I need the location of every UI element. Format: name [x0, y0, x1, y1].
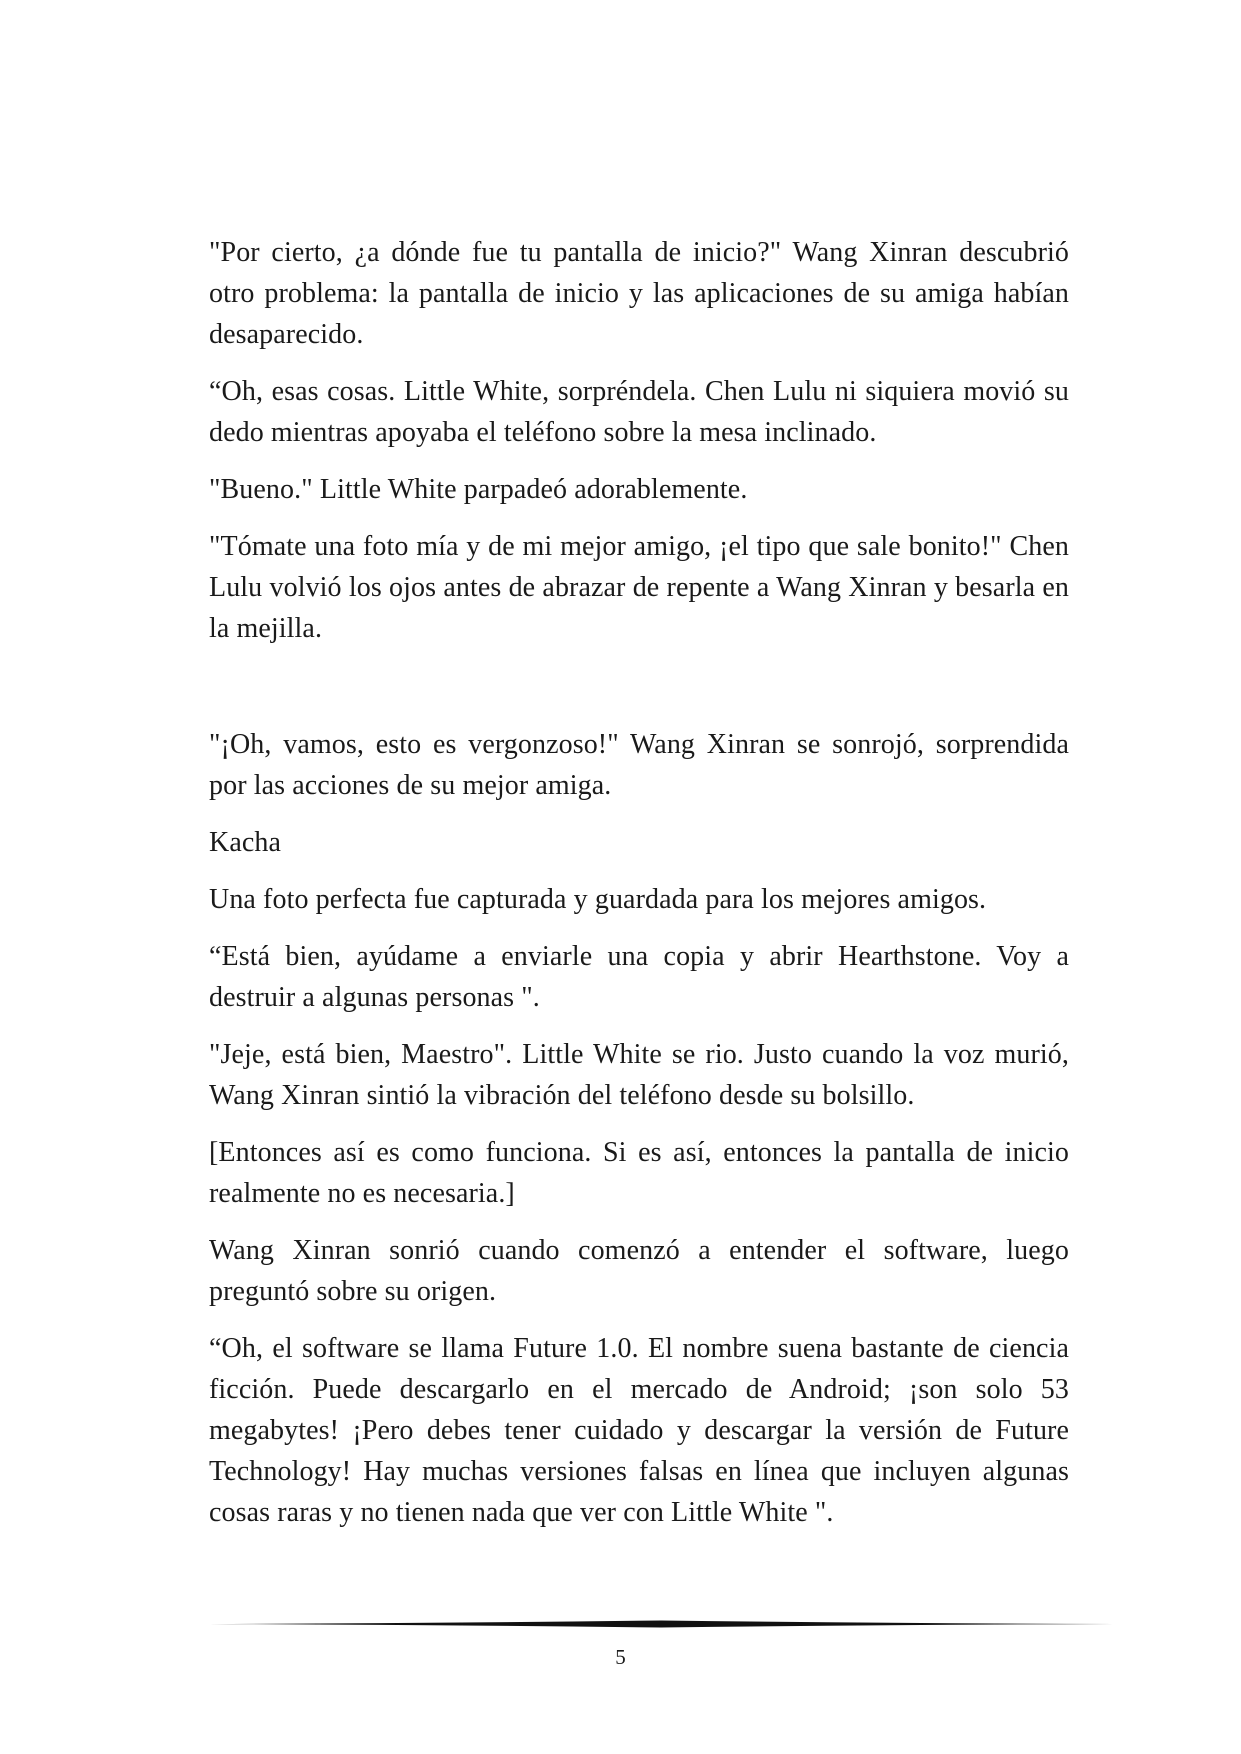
paragraph-10: [Entonces así es como funciona. Si es así, entonces la pantalla de inicio realmente no es necesaria.] — [209, 1137, 1069, 1209]
paragraph-11: Wang Xinran sonrió cuando comenzó a entender el software, luego preguntó sobre su origen. — [209, 1235, 1069, 1307]
paragraph-9: "Jeje, está bien, Maestro". Little White se rio. Justo cuando la voz murió, Wang Xinran sintió la vibración del teléfono desde su bolsillo. — [209, 1039, 1069, 1111]
paragraph-2: “Oh, esas cosas. Little White, sorpréndela. Chen Lulu ni siquiera movió su dedo mientras apoyaba el teléfono sobre la mesa inclinado. — [209, 376, 1069, 448]
paragraph-4: "Tómate una foto mía y de mi mejor amigo, ¡el tipo que sale bonito!" Chen Lulu volvió los ojos antes de abrazar de repente a Wang Xinran y besarla en la mejilla. — [209, 531, 1069, 644]
paragraph-3: "Bueno." Little White parpadeó adorablemente. — [209, 474, 748, 505]
paragraph-5: "¡Oh, vamos, esto es vergonzoso!" Wang Xinran se sonrojó, sorprendida por las acciones de su mejor amiga. — [209, 729, 1069, 801]
paragraph-12: “Oh, el software se llama Future 1.0. El nombre suena bastante de ciencia ficción. Puede descargarlo en el mercado de Android; ¡son solo 53 megabytes! ¡Pero debes tener cuidado y descargar la versión de Future Technology! Hay muchas versiones falsas en línea que incluyen algunas cosas raras y no tienen nada que ver con Little White ". — [209, 1333, 1069, 1528]
footer-rule — [209, 1618, 1114, 1630]
paragraph-1: "Por cierto, ¿a dónde fue tu pantalla de inicio?" Wang Xinran descubrió otro problema: la pantalla de inicio y las aplicaciones de su amiga habían desaparecido. — [209, 237, 1069, 350]
paragraph-8: “Está bien, ayúdame a enviarle una copia y abrir Hearthstone. Voy a destruir a algunas personas ". — [209, 941, 1069, 1013]
page-body — [209, 232, 1069, 1549]
paragraph-7: Una foto perfecta fue capturada y guardada para los mejores amigos. — [209, 884, 987, 915]
paragraph-6: Kacha — [209, 827, 282, 858]
page-number: 5 — [615, 1645, 626, 1669]
